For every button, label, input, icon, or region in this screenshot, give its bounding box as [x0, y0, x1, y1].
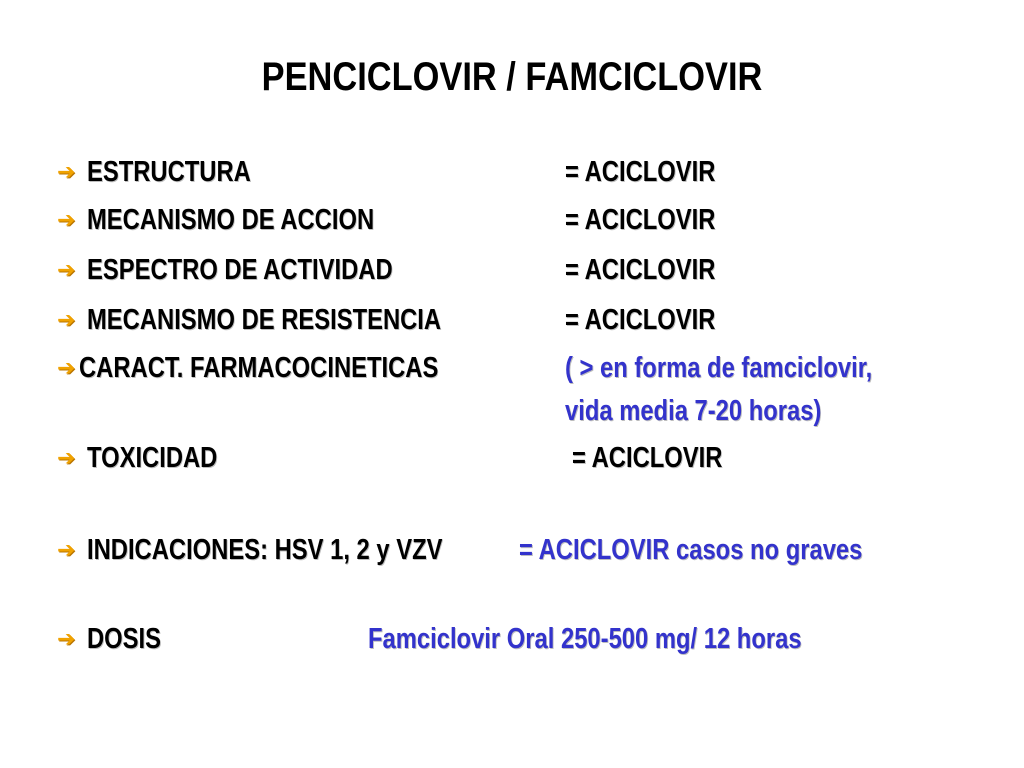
- row-label: MECANISMO DE RESISTENCIA: [87, 304, 442, 336]
- right-arrow-icon: ➔: [57, 257, 76, 282]
- row-label: CARACT. FARMACOCINETICAS: [79, 352, 439, 384]
- row-value: = ACICLOVIR: [565, 304, 716, 336]
- row-value: = ACICLOVIR: [565, 204, 716, 236]
- row-value: Famciclovir Oral 250-500 mg/ 12 horas: [368, 623, 802, 655]
- right-arrow-icon: ➔: [57, 537, 76, 562]
- row-value-line1: ( > en forma de famciclovir,: [565, 352, 873, 384]
- right-arrow-icon: ➔: [57, 626, 76, 651]
- row-value-line2: vida media 7-20 horas): [565, 395, 822, 427]
- row-value: = ACICLOVIR casos no graves: [519, 534, 863, 566]
- slide-title: PENCICLOVIR / FAMCICLOVIR: [261, 55, 763, 99]
- right-arrow-icon: ➔: [57, 355, 76, 380]
- row-label: INDICACIONES: HSV 1, 2 y VZV: [87, 534, 443, 566]
- row-label: DOSIS: [87, 623, 162, 655]
- right-arrow-icon: ➔: [57, 207, 76, 232]
- row-label: MECANISMO DE ACCION: [87, 204, 375, 236]
- right-arrow-icon: ➔: [57, 307, 76, 332]
- row-value: = ACICLOVIR: [565, 156, 716, 188]
- row-value: = ACICLOVIR: [565, 254, 716, 286]
- right-arrow-icon: ➔: [57, 159, 76, 184]
- row-label: ESTRUCTURA: [87, 156, 251, 188]
- right-arrow-icon: ➔: [57, 445, 76, 470]
- row-label: TOXICIDAD: [87, 442, 218, 474]
- row-value: = ACICLOVIR: [572, 442, 723, 474]
- row-label: ESPECTRO DE ACTIVIDAD: [87, 254, 393, 286]
